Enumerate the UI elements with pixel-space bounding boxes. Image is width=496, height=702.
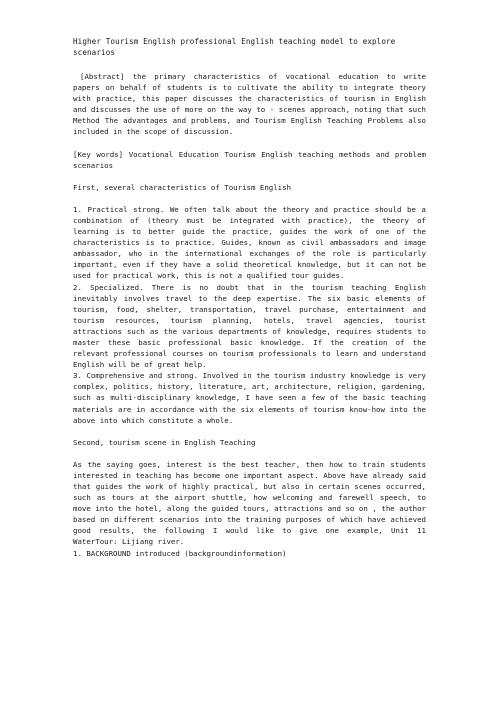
keywords-paragraph: [Key words] Vocational Education Tourism English teaching methods and problem scenarios [73, 149, 426, 170]
section-two-paragraph: As the saying goes, interest is the best teacher, then how to train students interested in teaching has become one important aspect. Above have already said that guides the work of highly practical, but also in certain scenes occurred, such as tours at the airport shuttle, how welcoming and farewell speech, to move into the hotel, along the guided tours, attractions and so on , the author based on different scenarios into the training purposes of which have achieved good results, the following I would like to give one example, Unit 11 WaterTour: Lijiang river. [73, 459, 426, 547]
document-title: Higher Tourism English professional English teaching model to explore scenarios [73, 37, 396, 57]
section-heading-second: Second, tourism scene in English Teaching [73, 437, 256, 447]
section-heading-first: First, several characteristics of Tourism English [73, 182, 292, 192]
abstract-paragraph: [Abstract] the primary characteristics of vocational education to write papers on behalf of students is to cultivate the ability to integrate theory with practice, this paper discusses the characteristics of tourism in English and discusses the use of more on the way to - scenes approach, noting that such Method The advantages and problems, and Tourism English Teaching Problems also included in the scope of discussion. [73, 72, 426, 137]
list-item-specialized: 2. Specialized. There is no doubt that in the tourism teaching English inevitably involves travel to the deep expertise. The six basic elements of tourism, food, shelter, transportation, travel purchase, entertainment and tourism resources, tourism planning, hotels, travel agencies, tourist attractions such as the various departments of knowledge, requires students to master these basic professional basic knowledge. If the creation of the relevant professional courses on tourism professionals to learn and understand English will be of great help. [73, 282, 426, 370]
list-item-practical: 1. Practical strong. We often talk about the theory and practice should be a combination of (theory must be integrated with practice), the theory of learning is to better guide the practice, guides the work of one of the characteristics is to practice. Guides, known as civil ambassadors and image ambassador, who in the international exchanges of the role is particularly important, even if they have a solid theoretical knowledge, but it can not be used for practical work, this is not a qualified tour guides. [73, 204, 426, 281]
list-item-comprehensive: 3. Comprehensive and strong. Involved in the tourism industry knowledge is very complex, politics, history, literature, art, architecture, religion, gardening, such as multi-disciplinary knowledge, I have seen a few of the basic teaching materials are in accordance with the six elements of tourism know-how into the above into which constitute a whole. [73, 371, 426, 425]
list-item-background: 1. BACKGROUND introduced (backgroundinformation) [73, 548, 287, 558]
